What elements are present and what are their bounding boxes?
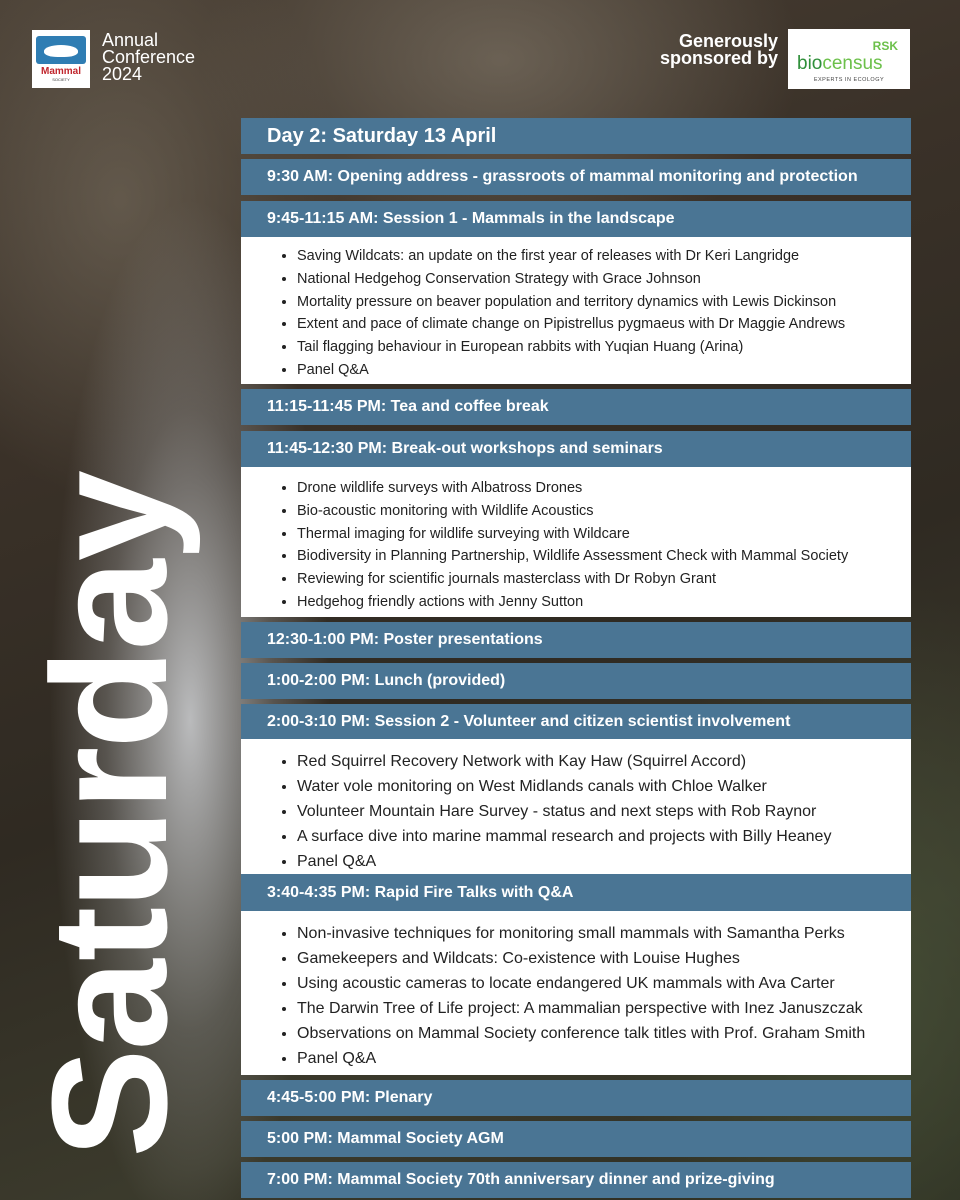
conference-line: 2024	[102, 64, 143, 84]
sponsor-line: sponsored by	[659, 48, 778, 68]
list-item: • Thermal imaging for wildlife surveying with Wildcare	[297, 523, 911, 546]
sponsor-line: Generously	[678, 31, 778, 51]
rapid-fire-title: 3:40-4:35 PM: Rapid Fire Talks with Q&A	[241, 874, 911, 911]
list-item: • Water vole monitoring on West Midlands canals with Chloe Walker	[297, 774, 911, 799]
lunch: 1:00-2:00 PM: Lunch (provided)	[241, 663, 911, 699]
session2-title: 2:00-3:10 PM: Session 2 - Volunteer and citizen scientist involvement	[241, 704, 911, 739]
list-item: • Bio-acoustic monitoring with Wildlife Acoustics	[297, 500, 911, 523]
list-item: • Biodiversity in Planning Partnership, Wildlife Assessment Check with Mammal Society	[297, 545, 911, 568]
plenary: 4:45-5:00 PM: Plenary	[241, 1080, 911, 1116]
list-item: • Saving Wildcats: an update on the first year of releases with Dr Keri Langridge	[297, 245, 911, 268]
list-item: • Using acoustic cameras to locate endangered UK mammals with Ava Carter	[297, 971, 911, 996]
conference-line: Conference	[102, 47, 196, 67]
list-item: • Tail flagging behaviour in European rabbits with Yuqian Huang (Arina)	[297, 336, 911, 359]
list-item: • Drone wildlife surveys with Albatross Drones	[297, 477, 911, 500]
tea-break: 11:15-11:45 PM: Tea and coffee break	[241, 389, 911, 425]
census-text: census	[822, 53, 883, 74]
logo-wordmark: Mammal	[40, 66, 81, 77]
schedule	[241, 118, 911, 1198]
rsk-mark: RSK	[872, 39, 898, 53]
list-item: • National Hedgehog Conservation Strategy with Grace Johnson	[297, 268, 911, 291]
session2-list	[241, 739, 911, 874]
opening-address: 9:30 AM: Opening address - grassroots of mammal monitoring and protection	[241, 159, 911, 195]
biocensus-tagline: EXPERTS IN ECOLOGY	[813, 77, 885, 83]
list-item: • Mortality pressure on beaver population and territory dynamics with Lewis Dickinson	[297, 291, 911, 314]
list-item: • Gamekeepers and Wildcats: Co-existence with Louise Hughes	[297, 946, 911, 971]
logo-subtitle: SOCIETY	[52, 77, 70, 82]
poster-presentations: 12:30-1:00 PM: Poster presentations	[241, 622, 911, 658]
mammal-society-logo	[32, 30, 90, 88]
biocensus-wordmark	[797, 53, 883, 75]
list-item: • Observations on Mammal Society conference talk titles with Prof. Graham Smith	[297, 1021, 911, 1046]
list-item: • Red Squirrel Recovery Network with Kay Haw (Squirrel Accord)	[297, 749, 911, 774]
list-item: • Panel Q&A	[297, 359, 911, 382]
list-item: • Reviewing for scientific journals masterclass with Dr Robyn Grant	[297, 568, 911, 591]
session1-list	[241, 237, 911, 384]
rapid-fire-list	[241, 911, 911, 1075]
day-title: Day 2: Saturday 13 April	[241, 118, 911, 154]
session1-title: 9:45-11:15 AM: Session 1 - Mammals in the landscape	[241, 201, 911, 237]
workshops-list	[241, 467, 911, 617]
list-item: • Panel Q&A	[297, 849, 911, 874]
bio-text: bio	[797, 53, 823, 74]
list-item: • A surface dive into marine mammal research and projects with Billy Heaney	[297, 824, 911, 849]
list-item: • Non-invasive techniques for monitoring small mammals with Samantha Perks	[297, 921, 911, 946]
conference-line: Annual	[102, 30, 159, 50]
list-item: • The Darwin Tree of Life project: A mammalian perspective with Inez Januszczak	[297, 996, 911, 1021]
hare-icon	[36, 36, 86, 64]
list-item: • Extent and pace of climate change on Pipistrellus pygmaeus with Dr Maggie Andrews	[297, 313, 911, 336]
agm: 5:00 PM: Mammal Society AGM	[241, 1121, 911, 1157]
workshops-title: 11:45-12:30 PM: Break-out workshops and seminars	[241, 431, 911, 467]
list-item: • Volunteer Mountain Hare Survey - status and next steps with Rob Raynor	[297, 799, 911, 824]
list-item: • Hedgehog friendly actions with Jenny Sutton	[297, 591, 911, 614]
biocensus-logo	[788, 29, 910, 89]
list-item: • Panel Q&A	[297, 1046, 911, 1071]
vertical-day-title: Saturday	[18, 472, 201, 1158]
conference-title	[102, 32, 195, 83]
anniversary-dinner: 7:00 PM: Mammal Society 70th anniversary dinner and prize-giving	[241, 1162, 911, 1198]
sponsor-caption	[660, 33, 778, 67]
